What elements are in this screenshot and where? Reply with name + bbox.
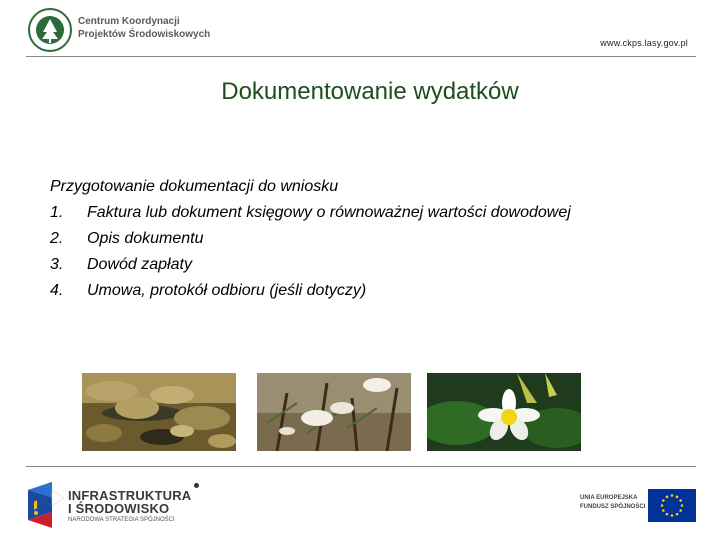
slide-title: Dokumentowanie wydatków (221, 78, 519, 105)
org-name-line1: Centrum Koordynacji (78, 16, 180, 27)
list-item (50, 252, 690, 278)
list-item-text: Dowód zapłaty (87, 256, 192, 273)
infrastruktura-srodowisko-label (68, 489, 191, 525)
website-url[interactable]: www.ckps.lasy.gov.pl (600, 38, 688, 48)
list-item-number: 1. (50, 204, 64, 221)
list-item-text: Faktura lub dokument księgowy o równoważnej wartości dowodowej (87, 204, 571, 221)
organization-name (78, 15, 278, 41)
bullet-marker (194, 483, 199, 488)
eu-flag-icon (648, 489, 696, 522)
infrastruktura-srodowisko-logo (24, 480, 68, 530)
list-item (50, 278, 690, 304)
eu-star-icon (679, 509, 682, 512)
slide-content (50, 174, 690, 304)
photo-mossy-rocks (82, 373, 236, 451)
eu-label-line1: UNIA EUROPEJSKA (580, 495, 638, 501)
eu-star-icon (676, 496, 679, 499)
eu-star-icon (662, 499, 665, 502)
eu-star-icon (676, 513, 679, 516)
eu-star-icon (666, 496, 669, 499)
eu-label-line2: FUNDUSZ SPÓJNOŚCI (580, 504, 646, 510)
list-item-text: Umowa, protokół odbioru (jeśli dotyczy) (87, 282, 367, 299)
list-item-number: 4. (50, 282, 64, 299)
eu-star-icon (681, 504, 684, 507)
list-item-number: 2. (50, 230, 64, 247)
org-name-line2: Projektów Środowiskowych (78, 29, 211, 40)
header-divider (26, 56, 696, 57)
photo-ledum-flowers (257, 373, 411, 451)
list-item-number: 3. (50, 256, 64, 273)
photo-water-lily (427, 373, 581, 451)
lasy-panstwowe-logo (28, 8, 72, 52)
eu-star-icon (662, 509, 665, 512)
eu-star-icon (661, 504, 664, 507)
is-title-line2: I ŚRODOWISKO (68, 501, 170, 516)
eu-star-icon (666, 513, 669, 516)
eu-label (580, 494, 645, 512)
list-item (50, 200, 690, 226)
list-item-text: Opis dokumentu (87, 230, 204, 247)
eu-star-icon (671, 514, 674, 517)
list-item (50, 226, 690, 252)
footer-divider (26, 466, 696, 467)
eu-star-icon (679, 499, 682, 502)
eu-star-icon (671, 494, 674, 497)
is-subtitle: NARODOWA STRATEGIA SPÓJNOŚCI (68, 517, 175, 523)
is-title-line1: INFRASTRUKTURA (68, 488, 192, 503)
intro-text: Przygotowanie dokumentacji do wniosku (50, 178, 339, 195)
